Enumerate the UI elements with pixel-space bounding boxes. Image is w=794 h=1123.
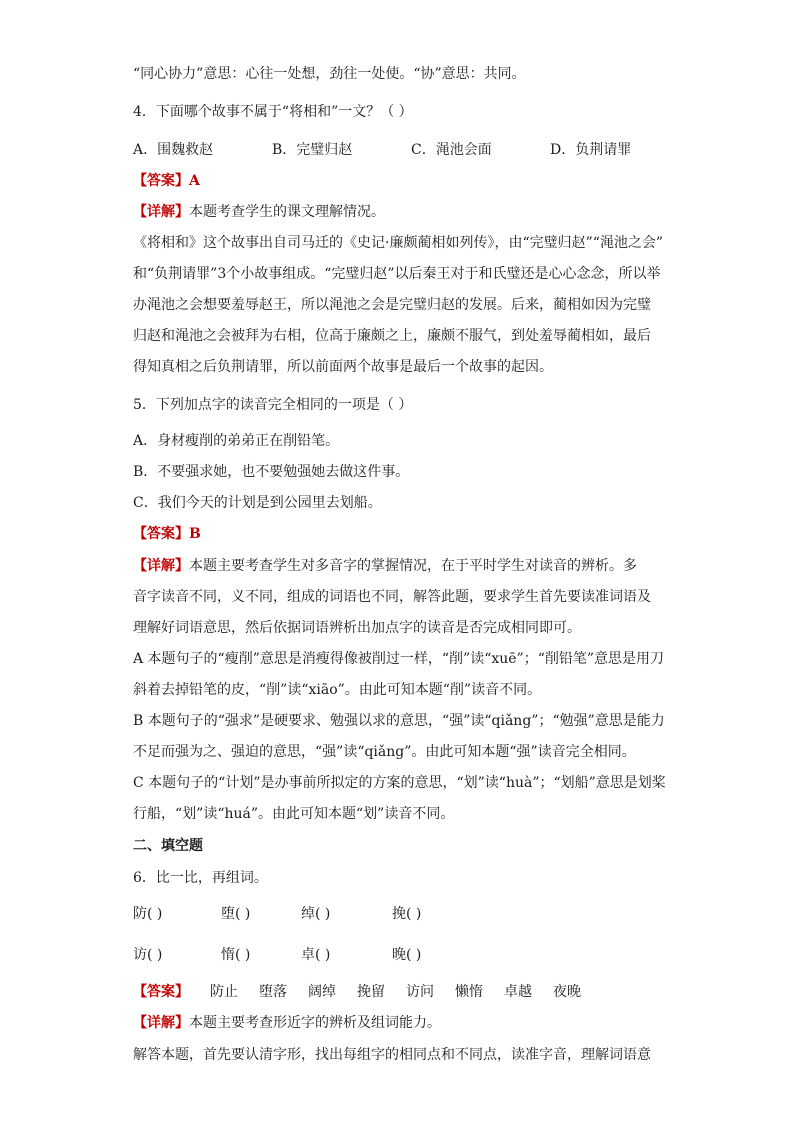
section-heading: 二、填空题 <box>133 838 203 854</box>
answer-word: 访问 <box>406 984 434 1000</box>
text-line: 理解好词语意思，然后依据词语辨析出加点字的读音是否完成相同即可。 <box>133 620 581 636</box>
answer-line <box>133 982 581 1002</box>
answer-label: 【答案】 <box>133 526 189 542</box>
answer-word: 卓越 <box>504 984 532 1000</box>
question-5: 5．下列加点字的读音完全相同的一项是（ ） <box>133 397 413 413</box>
option-c: C．渑池会面 <box>411 142 492 158</box>
text-line: 解答本题，首先要认清字形，找出每组字的相同点和不同点，读准字音，理解词语意 <box>133 1047 651 1063</box>
detail-line <box>133 556 637 576</box>
answer-word: 堕落 <box>259 984 287 1000</box>
blank-item: 防( ) <box>133 906 163 922</box>
answer-value: A <box>189 173 200 189</box>
option-a: A．围魏救赵 <box>133 142 214 158</box>
text-line: 不足而强为之、强迫的意思，“强”读“qiǎng”。由此可知本题“强”读音完全相同。 <box>133 744 636 760</box>
question-6-row-1 <box>133 904 421 924</box>
text-line: 《将相和》这个故事出自司马迁的《史记·廉颇蔺相如列传》，由“完璧归赵”“渑池之会” <box>133 235 664 251</box>
text-line: A 本题句子的“瘦削”意思是消瘦得像被削过一样，“削”读“xuē”；“削铅笔”意思是用刀 <box>133 651 665 667</box>
text-line: 音字读音不同，义不同，组成的词语也不同，解答此题，要求学生首先要读准词语及 <box>133 589 651 605</box>
text-line: 办渑池之会想要羞辱赵王，所以渑池之会是完璧归赵的发展。后来，蔺相如因为完璧 <box>133 297 651 313</box>
blank-item: 堕( ) <box>221 906 251 922</box>
detail-label: 【详解】 <box>133 204 189 220</box>
answer-label: 【答案】 <box>133 984 189 1000</box>
text-line: 归赵和渑池之会被拜为右相，位高于廉颇之上，廉颇不服气，到处羞辱蔺相如，最后 <box>133 328 651 344</box>
blank-item: 挽( ) <box>392 906 422 922</box>
detail-line <box>133 202 385 222</box>
detail-label: 【详解】 <box>133 558 189 574</box>
detail-line <box>133 1013 441 1033</box>
answer-word: 挽留 <box>357 984 385 1000</box>
text-line: 得知真相之后负荆请罪，所以前面两个故事是最后一个故事的起因。 <box>133 359 553 375</box>
answer-word: 阔绰 <box>308 984 336 1000</box>
answer-label: 【答案】 <box>133 173 189 189</box>
text-line: 斜着去掉铅笔的皮，“削”读“xiāo”。由此可知本题“削”读音不同。 <box>133 682 542 698</box>
answer-value: B <box>189 526 201 542</box>
question-6: 6．比一比，再组词。 <box>133 870 268 886</box>
question-4: 4．下面哪个故事不属于“将相和”一文？（ ） <box>133 104 413 120</box>
blank-item: 访( ) <box>133 947 163 963</box>
detail-text: 本题主要考查形近字的辨析及组词能力。 <box>189 1015 441 1031</box>
option-b: B．完璧归赵 <box>272 142 353 158</box>
text-line: 和“负荆请罪”3个小故事组成。“完璧归赵”以后秦王对于和氏璧还是心心念念，所以举 <box>133 266 661 282</box>
answer-line <box>133 524 201 544</box>
option-d: D．负荆请罪 <box>550 142 632 158</box>
detail-text: 本题主要考查学生对多音字的掌握情况，在于平时学生对读音的辨析。多 <box>189 558 637 574</box>
detail-label: 【详解】 <box>133 1015 189 1031</box>
detail-text: 本题考查学生的课文理解情况。 <box>189 204 385 220</box>
text-line: 行船，“划”读“huá”。由此可知本题“划”读音不同。 <box>133 806 455 822</box>
question-4-options <box>133 140 631 160</box>
text-line: C 本题句子的“计划”是办事前所拟定的方案的意思，“划”读“huà”；“划船”意思是划桨 <box>133 775 666 791</box>
answer-word: 懒惰 <box>455 984 483 1000</box>
blank-item: 卓( ) <box>301 947 331 963</box>
blank-item: 晚( ) <box>392 947 422 963</box>
answer-word: 防止 <box>210 984 238 1000</box>
option-a: A．身材瘦削的弟弟正在削铅笔。 <box>133 433 340 449</box>
question-6-row-2 <box>133 945 421 965</box>
blank-item: 惰( ) <box>221 947 251 963</box>
blank-item: 绰( ) <box>301 906 331 922</box>
option-c: C．我们今天的计划是到公园里去划船。 <box>133 495 382 511</box>
text-line: “同心协力”意思：心往一处想，劲往一处使。“协”意思：共同。 <box>133 66 526 82</box>
text-line: B 本题句子的“强求”是硬要求、勉强以求的意思，“强”读“qiǎng”；“勉强”意思是能力 <box>133 713 665 729</box>
answer-line <box>133 171 200 191</box>
option-b: B．不要强求她，也不要勉强她去做这件事。 <box>133 464 410 480</box>
answer-word: 夜晚 <box>553 984 581 1000</box>
